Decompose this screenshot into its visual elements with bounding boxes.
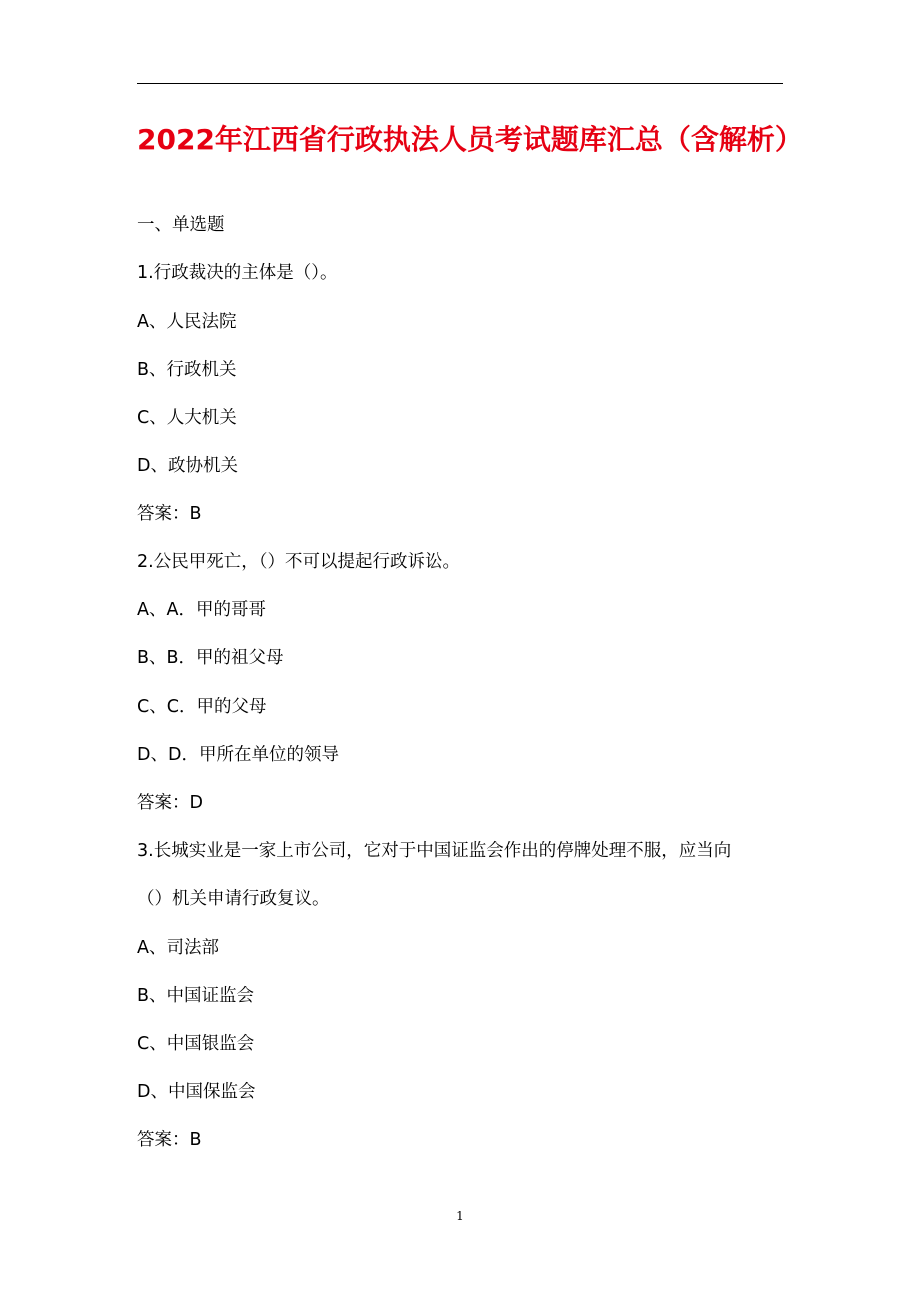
header-rule — [137, 83, 783, 84]
answer: 答案：D — [137, 793, 203, 813]
option-c: C、人大机关 — [137, 408, 237, 428]
page-number: 1 — [456, 1209, 464, 1223]
option-b: B、行政机关 — [137, 360, 237, 380]
option-d: D、政协机关 — [137, 456, 238, 476]
answer: 答案：B — [137, 1130, 202, 1150]
option-b: B、B．甲的祖父母 — [137, 648, 284, 668]
option-b: B、中国证监会 — [137, 986, 255, 1006]
option-a: A、A．甲的哥哥 — [137, 600, 266, 620]
section-heading: 一、单选题 — [137, 215, 225, 235]
answer: 答案：B — [137, 504, 202, 524]
option-d: D、中国保监会 — [137, 1082, 256, 1102]
option-d: D、D．甲所在单位的领导 — [137, 745, 339, 765]
question-stem: 1.行政裁决的主体是（）。 — [137, 263, 338, 283]
option-a: A、人民法院 — [137, 312, 237, 332]
option-a: A、司法部 — [137, 938, 219, 958]
option-c: C、C．甲的父母 — [137, 697, 267, 717]
document-title: 2022年江西省行政执法人员考试题库汇总（含解析） — [137, 123, 803, 156]
question-stem-continued: （）机关申请行政复议。 — [137, 889, 330, 909]
question-stem: 3.长城实业是一家上市公司，它对于中国证监会作出的停牌处理不服，应当向 — [137, 841, 732, 861]
question-stem: 2.公民甲死亡，（）不可以提起行政诉讼。 — [137, 552, 460, 572]
option-c: C、中国银监会 — [137, 1034, 255, 1054]
